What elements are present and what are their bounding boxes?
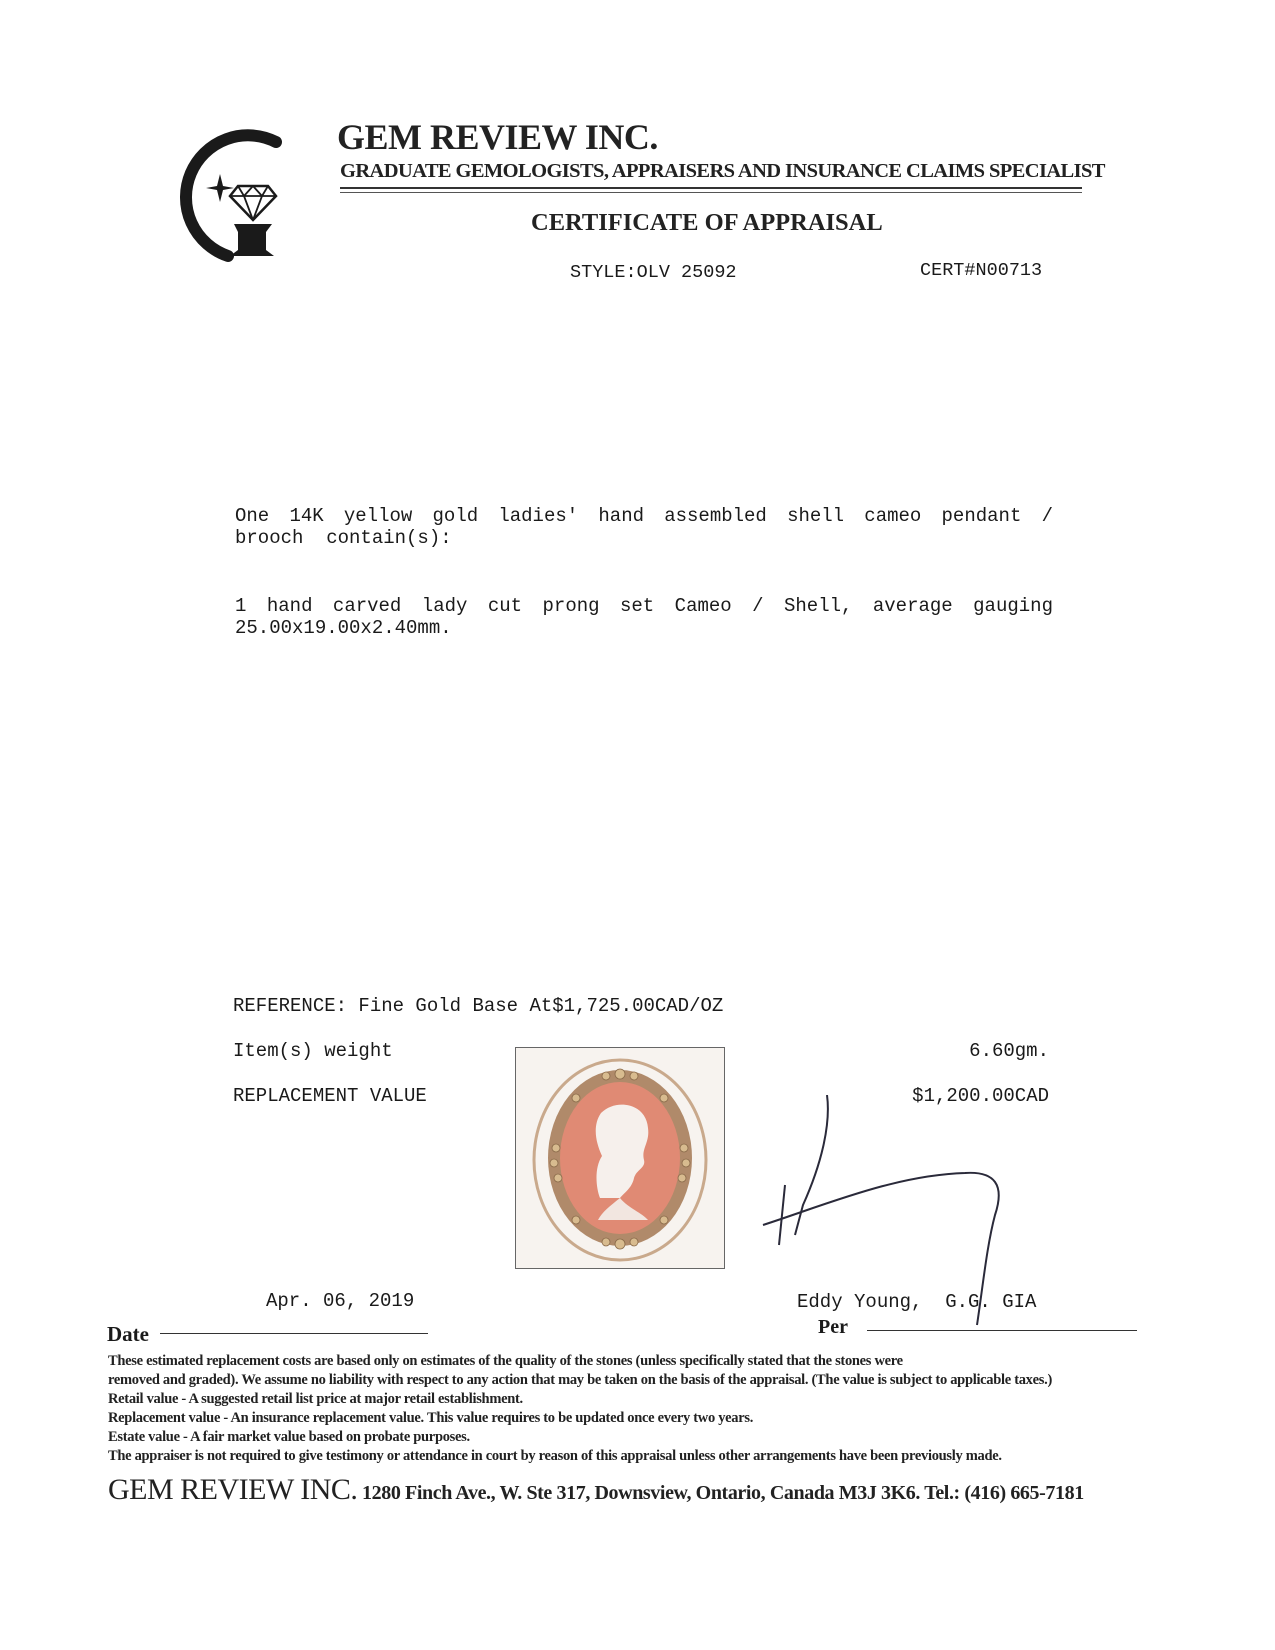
date-line	[160, 1333, 428, 1334]
per-label: Per	[818, 1316, 848, 1338]
per-line	[867, 1330, 1137, 1331]
replacement-value: $1,200.00CAD	[912, 1085, 1049, 1107]
stone-description	[235, 595, 1053, 639]
footer	[108, 1473, 1084, 1507]
cameo-photo	[515, 1047, 725, 1269]
company-tagline: GRADUATE GEMOLOGISTS, APPRAISERS AND INSURANCE CLAIMS SPECIALIST	[340, 160, 1105, 182]
item-description-line-2: brooch contain(s):	[235, 527, 452, 549]
item-description-line-1: One 14K yellow gold ladies' hand assembled shell cameo pendant /	[235, 505, 1053, 527]
estate-value-note: Estate value - A fair market value based on probate purposes.	[108, 1429, 470, 1445]
weight-value: 6.60gm.	[969, 1040, 1049, 1062]
header-rule-thin	[340, 192, 1082, 193]
company-name: GEM REVIEW INC.	[337, 117, 658, 157]
header-rule	[340, 187, 1082, 189]
gold-reference: REFERENCE: Fine Gold Base At$1,725.00CAD/OZ	[233, 995, 724, 1017]
weight-label: Item(s) weight	[233, 1040, 393, 1062]
certificate-title: CERTIFICATE OF APPRAISAL	[531, 209, 883, 236]
cameo-illustration	[516, 1048, 724, 1268]
testimony-note: The appraiser is not required to give testimony or attendance in court by reason of this appraisal unless other arrangements have been previously made.	[108, 1448, 1002, 1464]
appraisal-date: Apr. 06, 2019	[266, 1290, 415, 1312]
style-number: STYLE:OLV 25092	[570, 262, 737, 283]
replacement-value-label: REPLACEMENT VALUE	[233, 1085, 427, 1107]
cert-number: CERT#N00713	[920, 260, 1043, 281]
footer-address: 1280 Finch Ave., W. Ste 317, Downsview, Ontario, Canada M3J 3K6. Tel.: (416) 665-7181	[357, 1482, 1084, 1504]
stone-description-line-1: 1 hand carved lady cut prong set Cameo / Shell, average gauging	[235, 595, 1053, 617]
replacement-value-note: Replacement value - An insurance replacement value. This value requires to be updated once every two years.	[108, 1410, 754, 1426]
date-label: Date	[107, 1322, 149, 1346]
footer-company-name: GEM REVIEW INC.	[108, 1473, 358, 1506]
appraiser-name: Eddy Young, G.G. GIA	[797, 1291, 1037, 1313]
item-description	[235, 505, 1053, 549]
retail-value-note: Retail value - A suggested retail list price at major retail establishment.	[108, 1391, 523, 1407]
disclaimer-note: These estimated replacement costs are based only on estimates of the quality of the stones (unless specifically stated that the stones were	[108, 1353, 903, 1369]
stone-description-line-2: 25.00x19.00x2.40mm.	[235, 617, 452, 639]
disclaimer-note: removed and graded). We assume no liability with respect to any action that may be taken on the basis of the appraisal. (The value is subject to applicable taxes.)	[108, 1372, 1052, 1388]
gem-review-logo	[168, 124, 298, 264]
